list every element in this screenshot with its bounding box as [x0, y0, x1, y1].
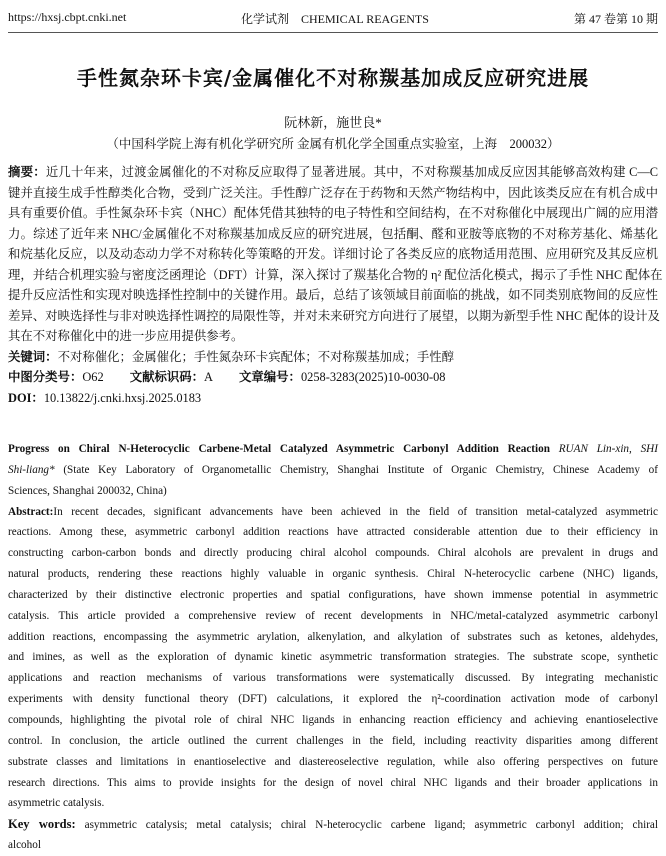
abstract-text: 近几十年来，过渡金属催化的不对称反应取得了显著进展。其中，不对称羰基加成反应因其能够高效构建 C—C [45, 165, 658, 179]
abstract-line: research directions. This aims to provide insights for the design of novel chiral NHC ligands and their broader applications in [8, 776, 658, 789]
chinese-abstract [8, 162, 663, 408]
abstract-line: constructing carbon-carbon bonds and directly producing chiral alcohol compounds. Chiral alcohols are prevalent in drugs and [8, 547, 658, 560]
abstract-line: characterized by their distinctive electronic properties and spatial configurations, have shown immense potential in asymmetric [8, 588, 658, 601]
english-title: Progress on Chiral N-Heterocyclic Carbene-Metal Catalyzed Asymmetric Carbonyl Addition Reaction [8, 443, 550, 455]
english-affiliation-line [8, 460, 658, 481]
keywords-label: 关键词： [8, 349, 58, 364]
keywords-label: Key words: [8, 817, 76, 832]
abstract-line: 理，并结合机理实验与密度泛函理论（DFT）计算，深入探讨了羰基化合物的 η² 配位活化模式，揭示了手性 NHC 配体在 [8, 267, 663, 282]
abstract-line: substrate classes and limitations in enantioselective and diastereoselective regulation, while also offering perspectives on future [8, 755, 658, 768]
keywords-text: 不对称催化；金属催化；手性氮杂环卡宾配体；不对称羰基加成；手性醇 [57, 349, 455, 364]
english-authors: RUAN Lin-xin, SHI [549, 443, 658, 455]
abstract-line: 差异、对映选择性与非对映选择性调控的局限性等，并对未来研究方向进行了展望，以期为新型手性 NHC 配体的设计及 [8, 308, 660, 323]
article-no-value: 0258-3283(2025)10-0030-08 [300, 370, 446, 384]
authors: 阮林新，施世良* [284, 115, 382, 130]
keywords-cont: alcohol [8, 839, 41, 852]
doi-link[interactable]: 10.13822/j.cnki.hxsj.2025.0183 [43, 390, 202, 405]
doc-code-value: A [204, 370, 213, 384]
abstract-line: 其在不对称催化中的进一步应用提供参考。 [8, 329, 244, 343]
abstract-line: catalysis. This article provided a comprehensive review of recent developments in NHC/metal-catalyzed asymmetric carbonyl [8, 609, 658, 622]
page-title: 手性氮杂环卡宾/金属催化不对称羰基加成反应研究进展 [76, 66, 590, 90]
abstract-line: compounds, highlighting the pivotal role of chiral NHC ligands in enhancing reaction efficiency and achieving enantioselective [8, 713, 658, 726]
abstract-line: asymmetric catalysis. [8, 797, 105, 810]
abstract-line: control. In conclusion, the article outlined the current challenges in the field, including reactivity disparities among different [8, 734, 658, 747]
abstract-line: 提升反应活性和实现对映选择性控制中的关键作用。最后，总结了该领域目前面临的挑战，如不同类别底物间的反应性 [8, 288, 658, 302]
english-affiliation: (State Key Laboratory of Organometallic Chemistry, Shanghai Institute of Organic Chemistry, Chinese Academy of [54, 463, 658, 476]
abstract-line: 键并直接生成手性醇类化合物，受到广泛关注。手性醇广泛存在于药物和天然产物结构中，因此该类反应在有机合成中 [8, 185, 658, 200]
journal-url[interactable]: https://hxsj.cbpt.cnki.net [8, 10, 127, 24]
abstract-line: 力。综述了近年来 NHC/金属催化不对称羰基加成反应的研究进展，包括酮、醛和亚胺等底物的不对称芳基化、烯基化 [8, 226, 658, 241]
clc-value: O62 [82, 370, 104, 384]
abstract-line: reactions. Among these, asymmetric carbonyl addition reactions have attracted considerable attention due to their efficiency in [8, 526, 658, 539]
doi-label: DOI： [8, 390, 44, 405]
abstract-label: 摘要： [8, 165, 46, 179]
running-header [8, 10, 658, 28]
keywords [8, 814, 658, 835]
doi-line [8, 388, 658, 409]
abstract-line [8, 502, 658, 523]
affiliation: （中国科学院上海有机化学研究所 金属有机化学全国重点实验室，上海 200032） [106, 137, 560, 151]
abstract-line: 具有重要价值。手性氮杂环卡宾（NHC）配体凭借其独特的电子特性和空间结构，在不对称催化中展现出广阔的应用潜 [8, 206, 658, 220]
abstract-line: addition reactions, encompassing the asymmetric arylation, alkenylation, and alkylation of substrates such as ketones, aldehydes, [8, 630, 658, 643]
abstract-line: applications and reaction mechanisms of various transformations were systematically discussed. By integrating mechanistic [8, 672, 658, 685]
doc-code-label: 文献标识码： [129, 370, 205, 384]
classification-line [8, 367, 658, 388]
abstract-label: Abstract: [8, 505, 54, 518]
abstract-line: natural products, rendering these reactions highly valuable in organic synthesis. Chiral N-heterocyclic carbene (NHC) ligands, [8, 568, 658, 581]
abstract-line [8, 162, 658, 183]
keywords-text: asymmetric catalysis; metal catalysis; chiral N-heterocyclic carbene ligand; asymmetric carbonyl addition; chiral [75, 819, 659, 832]
abstract-line: experiments with density functional theory (DFT) calculations, it explored the η²-coordination activation mode of carbonyl [8, 693, 658, 706]
abstract-text: In recent decades, significant advancements have been achieved in the field of transition metal-catalyzed asymmetric [53, 505, 658, 518]
issue-number: 第 47 卷第 10 期 [573, 12, 658, 26]
english-title-line [8, 439, 658, 460]
keywords [8, 347, 658, 368]
english-affiliation-line: Sciences, Shanghai 200032, China) [8, 484, 167, 497]
journal-name: 化学试剂 CHEMICAL REAGENTS [241, 12, 429, 26]
clc-label: 中图分类号： [8, 370, 83, 384]
english-authors-cont: Shi-liang* [8, 463, 55, 476]
abstract-line: and imines, as well as the exploration of dynamic kinetic asymmetric transformation strategies. The substrate scope, synthetic [8, 651, 658, 664]
article-no-label: 文章编号： [238, 370, 301, 384]
header-divider [8, 32, 658, 33]
abstract-line: 和烷基化反应，以及动态动力学不对称转化等策略的开发。详细讨论了各类反应的底物适用范围、应用研究及其反应机 [8, 247, 658, 261]
english-abstract [8, 439, 658, 856]
